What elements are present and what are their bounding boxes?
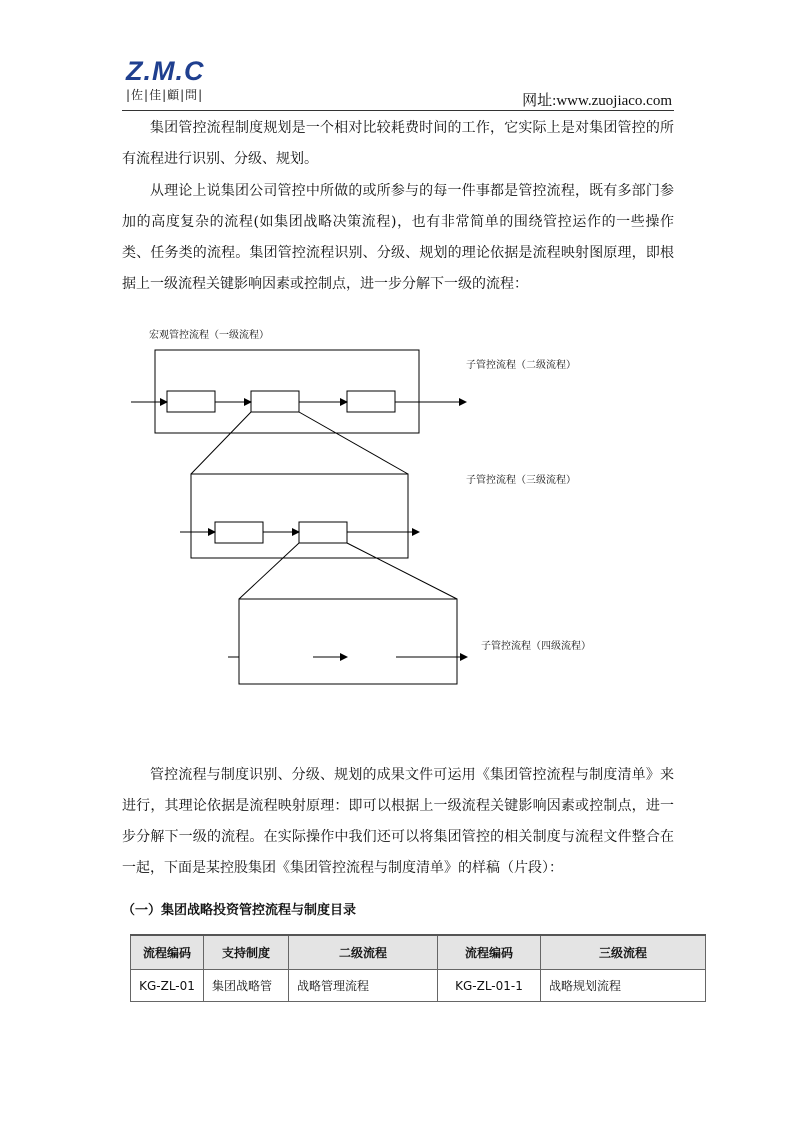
logo-wordmark: Z.M.C xyxy=(126,56,205,86)
level2-step-1 xyxy=(167,391,215,412)
level4-frame xyxy=(239,599,457,684)
level3-step-2 xyxy=(299,522,347,543)
process-directory-table xyxy=(130,934,706,1002)
level2-step-3 xyxy=(347,391,395,412)
zoom-line-left-1 xyxy=(191,412,251,474)
zoom-line-right-1 xyxy=(299,412,408,474)
level2-label: 子管控流程（二级流程） xyxy=(466,360,576,371)
results-paragraph: 管控流程与制度识别、分级、规划的成果文件可运用《集团管控流程与制度清单》来进行，其理论依据是流程映射原理：即可以根据上一级流程关键影响因素或控制点，进一步分解下一级的流程。在实际操作中我们还可以将集团管控的相关制度与流程文件整合在一起，下面是某控股集团《集团管控流程与制度清单》的样稿（片段）： xyxy=(122,767,674,876)
section-title: （一）集团战略投资管控流程与制度目录 xyxy=(122,903,357,918)
header-supporting-policy: 支持制度 xyxy=(204,935,289,970)
level4-label: 子管控流程（四级流程） xyxy=(481,641,591,652)
level1-label: 宏观管控流程（一级流程） xyxy=(149,330,269,341)
cell-supporting-policy: 集团战略管 xyxy=(204,970,289,1002)
header-process-code-2: 流程编码 xyxy=(438,935,541,970)
table-header-row xyxy=(131,935,706,970)
zoom-line-right-2 xyxy=(347,543,457,599)
theory-paragraph: 从理论上说集团公司管控中所做的或所参与的每一件事都是管控流程，既有多部门参加的高度复杂的流程(如集团战略决策流程)，也有非常简单的围绕管控运作的一些操作类、任务类的流程。集团管控流程识别、分级、规划的理论依据是流程映射图原理，即根据上一级流程关键影响因素或控制点，进一步分解下一级的流程： xyxy=(122,183,674,292)
level2-step-2 xyxy=(251,391,299,412)
level3-frame xyxy=(191,474,408,558)
cell-process-code: KG-ZL-01 xyxy=(131,970,204,1002)
website-url: 网址:www.zuojiaco.com xyxy=(522,93,672,109)
logo-subtitle: |佐|佳|顧|問| xyxy=(126,88,204,102)
intro-paragraph: 集团管控流程制度规划是一个相对比较耗费时间的工作，它实际上是对集团管控的所有流程进行识别、分级、规划。 xyxy=(122,120,674,167)
cell-process-code-2: KG-ZL-01-1 xyxy=(438,970,541,1002)
level3-step-1 xyxy=(215,522,263,543)
cell-level3-process: 战略规划流程 xyxy=(541,970,706,1002)
header-level3-process: 三级流程 xyxy=(541,935,706,970)
level3-label: 子管控流程（三级流程） xyxy=(466,475,576,486)
zoom-line-left-2 xyxy=(239,543,299,599)
table-row xyxy=(131,970,706,1002)
header-process-code: 流程编码 xyxy=(131,935,204,970)
cell-level2-process: 战略管理流程 xyxy=(289,970,438,1002)
header-level2-process: 二级流程 xyxy=(289,935,438,970)
